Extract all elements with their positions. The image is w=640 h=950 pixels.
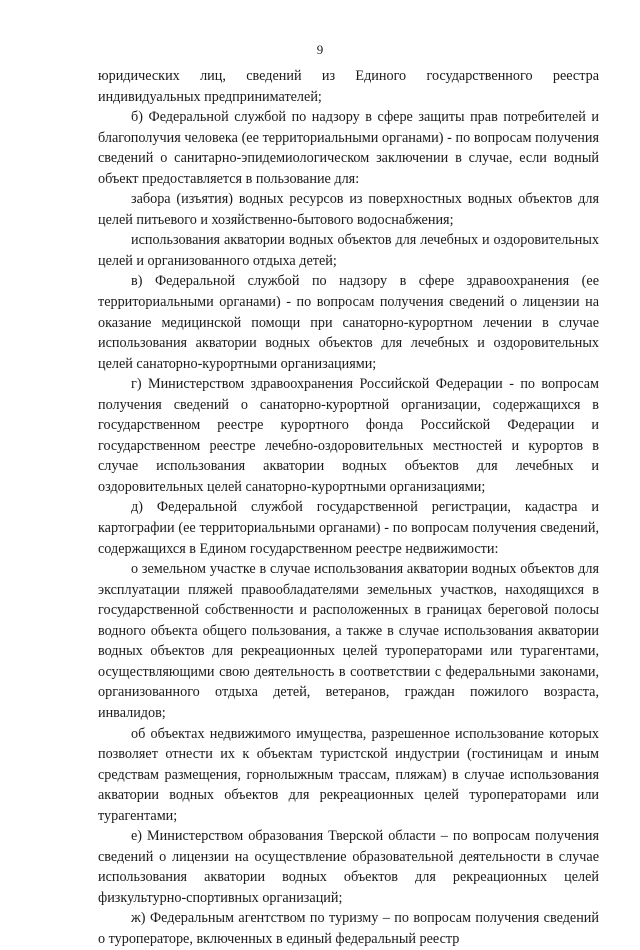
paragraph-item-d: д) Федеральной службой государственной регистрации, кадастра и картографии (ее территориальными органами) - по вопросам получения сведений, содержащихся в Едином государственном реестре недвижимости:: [98, 499, 599, 557]
paragraph-item-e: е) Министерством образования Тверской области – по вопросам получения сведений о лицензии на осуществление образовательной деятельности в случае использования акватории водных объектов для рекреационных целей физкультурно-спортивных организаций;: [98, 828, 599, 906]
paragraph-medical-use: использования акватории водных объектов для лечебных и оздоровительных целей и организованного отдыха детей;: [98, 232, 599, 269]
paragraph-continuation: юридических лиц, сведений из Единого государственного реестра индивидуальных предпринимателей;: [98, 68, 599, 105]
paragraph-item-v: в) Федеральной службой по надзору в сфере здравоохранения (ее территориальными органами) - по вопросам получения сведений о лицензии на оказание медицинской помощи при санаторно-курортном лечении в случае использования акватории водных объектов для лечебных и оздоровительных целей санаторно-курортными организациями;: [98, 273, 599, 372]
paragraph-item-b: б) Федеральной службой по надзору в сфере защиты прав потребителей и благополучия человека (ее территориальными органами) - по вопросам получения сведений о санитарно-эпидемиологическом заключении в случае, если водный объект предоставляется в пользование для:: [98, 109, 599, 187]
paragraph-item-zh: ж) Федеральным агентством по туризму – по вопросам получения сведений о туроператоре, включенных в единый федеральный реестр: [98, 910, 599, 947]
paragraph-real-estate: об объектах недвижимого имущества, разрешенное использование которых позволяет отнести их к объектам туристской индустрии (гостиницам и иным средствам размещения, горнолыжным трассам, пляжам) в случае использования акватории водных объектов для рекреационных целей туроператорами или турагентами;: [98, 725, 599, 824]
paragraph-water-intake: забора (изъятия) водных ресурсов из поверхностных водных объектов для целей питьевого и хозяйственно-бытового водоснабжения;: [98, 191, 599, 228]
document-body: [98, 66, 599, 950]
paragraph-land-plot: о земельном участке в случае использования акватории водных объектов для эксплуатации пляжей правообладателями земельных участков, находящихся в государственной собственности и расположенных в границах береговой полосы водного объекта общего пользования, а также в случае использования акватории водных объектов для рекреационных целей туроператорами или турагентами, осуществляющими свою деятельность в соответствии с федеральными законами, организованного отдыха детей, ветеранов, граждан пожилого возраста, инвалидов;: [98, 561, 599, 721]
page-number: 9: [316, 42, 324, 57]
paragraph-item-g: г) Министерством здравоохранения Российской Федерации - по вопросам получения сведений о санаторно-курортной организации, содержащихся в государственном реестре курортного фонда Российской Федерации и государственном реестре лечебно-оздоровительных местностей и курортов в случае использования акватории водных объектов для лечебных и оздоровительных целей санаторно-курортными организациями;: [98, 376, 599, 495]
